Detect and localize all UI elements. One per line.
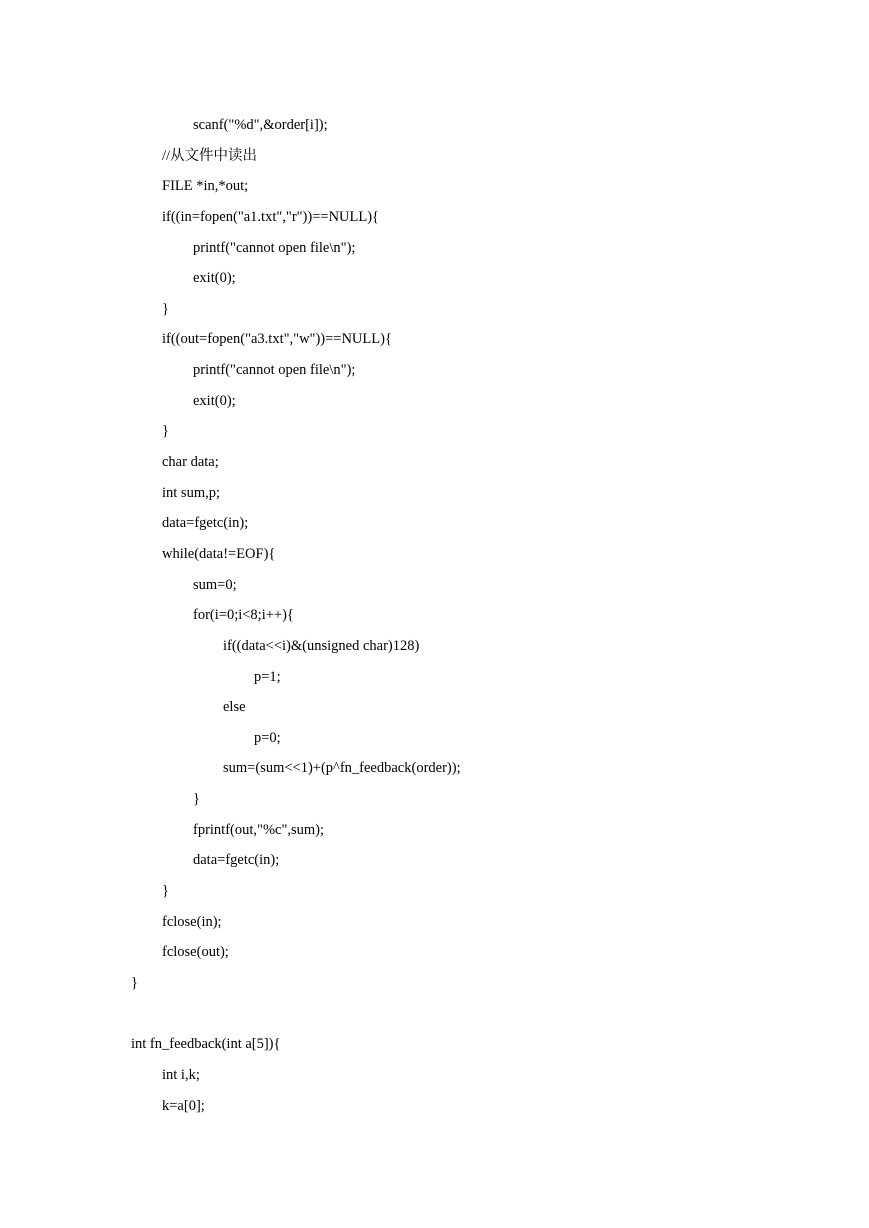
code-line: } [162, 300, 169, 317]
code-line: char data; [162, 454, 219, 471]
code-line: scanf("%d",&order[i]); [193, 117, 328, 133]
code-line: p=1; [254, 668, 281, 685]
code-line: sum=0; [193, 576, 237, 593]
code-line: printf("cannot open file\n"); [193, 362, 356, 379]
code-line: } [131, 974, 138, 991]
code-line: int sum,p; [162, 484, 221, 501]
code-line: fclose(out); [162, 944, 229, 961]
code-line: fclose(in); [162, 913, 222, 930]
code-line: FILE *in,*out; [162, 178, 249, 195]
code-line: if((out=fopen("a3.txt","w"))==NULL){ [162, 331, 392, 348]
code-line: //从文件中读出 [162, 147, 258, 164]
code-listing [131, 110, 461, 1121]
code-line: data=fgetc(in); [193, 852, 280, 869]
code-line: data=fgetc(in); [162, 515, 249, 532]
code-line: int fn_feedback(int a[5]){ [131, 1036, 281, 1053]
code-line [131, 999, 461, 1030]
code-line: p=0; [254, 729, 281, 746]
code-line: fprintf(out,"%c",sum); [193, 821, 325, 838]
code-line: else [223, 699, 246, 716]
code-line: printf("cannot open file\n"); [193, 239, 356, 256]
code-line: int i,k; [162, 1066, 200, 1083]
code-line: sum=(sum<<1)+(p^fn_feedback(order)); [223, 760, 461, 777]
code-line: for(i=0;i<8;i++){ [193, 607, 294, 624]
code-line: exit(0); [193, 270, 236, 287]
code-line: } [193, 791, 200, 808]
code-line: } [162, 883, 169, 900]
code-line: } [162, 423, 169, 440]
code-line: exit(0); [193, 392, 236, 409]
code-line: while(data!=EOF){ [162, 545, 276, 562]
code-line: if((in=fopen("a1.txt","r"))==NULL){ [162, 208, 380, 225]
code-line: k=a[0]; [162, 1097, 205, 1114]
code-line: if((data<<i)&(unsigned char)128) [223, 637, 420, 654]
